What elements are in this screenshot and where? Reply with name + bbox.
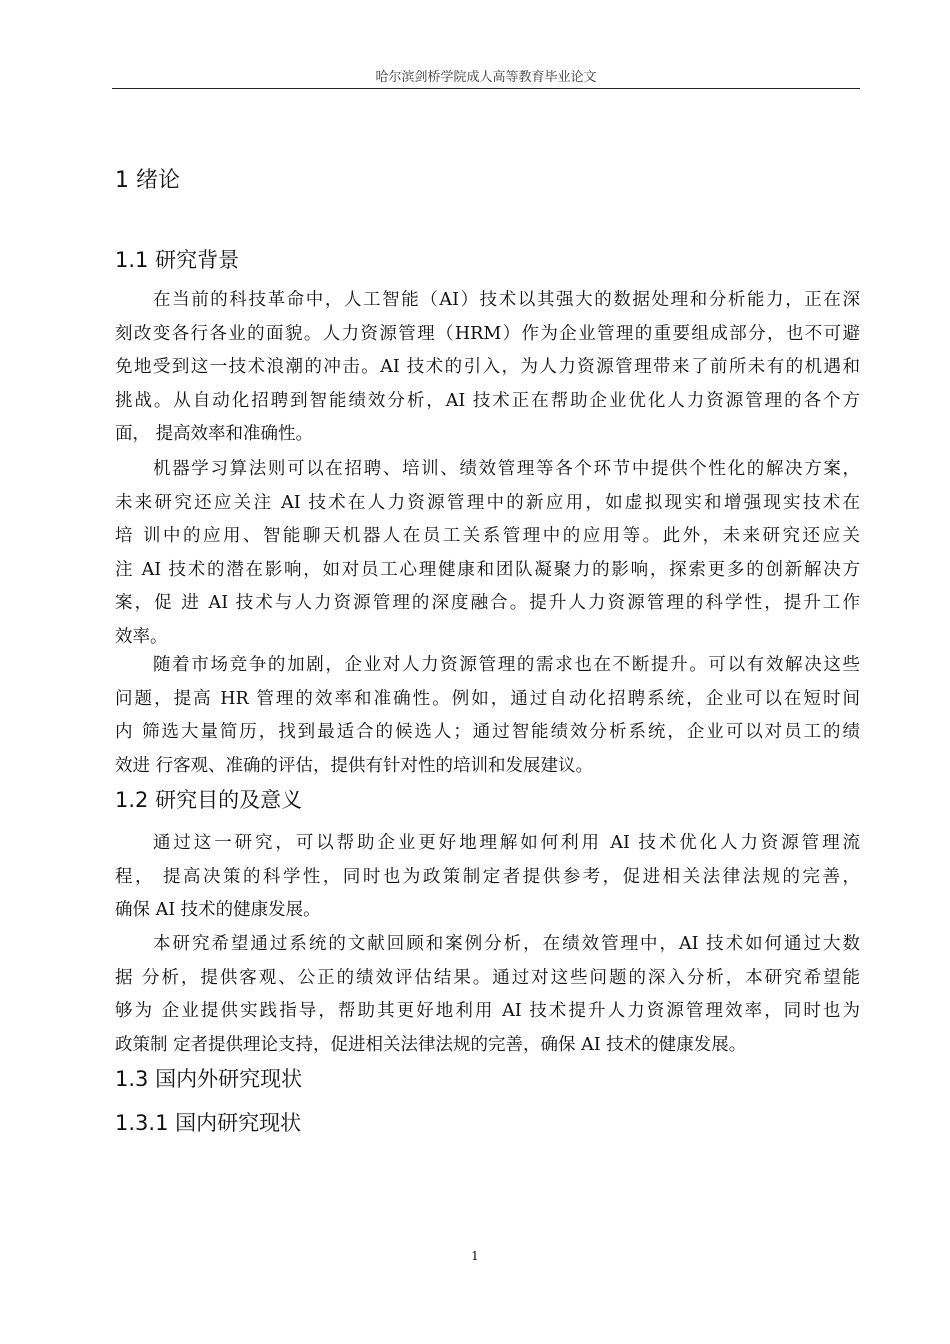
paragraph-line: 机器学习算法则可以在招聘、培训、绩效管理等各个环节中提供个性化的解决方案， [153,459,860,479]
paragraph [115,649,860,783]
paragraph-line: 通过这一研究，可以帮助企业更好地理解如何利用 AI 技术优化人力资源管理流 [153,833,860,853]
chapter-heading: 1 绪论 [115,168,180,193]
running-header: 哈尔滨剑桥学院成人高等教育毕业论文 [375,70,597,85]
section-heading: 1.1 研究背景 [115,248,240,272]
header-divider [112,88,860,89]
paragraph-line: 内 筛选大量简历，找到最适合的候选人；通过智能绩效分析系统，企业可以对员工的绩 [115,722,860,742]
paragraph-line: 问题，提高 HR 管理的效率和准确性。例如，通过自动化招聘系统，企业可以在短时间 [115,688,860,709]
paragraph-line: 挑战。从自动化招聘到智能绩效分析，AI 技术正在帮助企业优化人力资源管理的各个方 [115,390,860,411]
paragraph-line: 刻改变各行各业的面貌。人力资源管理（HRM）作为企业管理的重要组成部分，也不可避 [115,323,860,344]
paragraph-line: 未来研究还应关注 AI 技术在人力资源管理中的新应用，如虚拟现实和增强现实技术在 [115,492,860,513]
paragraph-line: 在当前的科技革命中，人工智能（AI）技术以其强大的数据处理和分析能力，正在深 [153,290,860,310]
page-number: 1 [471,1249,479,1263]
paragraph-line: 面， 提高效率和准确性。 [115,424,314,444]
section-heading: 1.3 国内外研究现状 [115,1067,303,1091]
paragraph [115,827,860,928]
paragraph-line: 免地受到这一技术浪潮的冲击。AI 技术的引入，为人力资源管理带来了前所未有的机遇和 [115,357,860,377]
paragraph-line: 效进 行客观、准确的评估，提供有针对性的培训和发展建议。 [115,755,594,776]
paragraph-line: 案，促 进 AI 技术与人力资源管理的深度融合。提升人力资源管理的科学性，提升工作 [115,593,860,613]
paragraph-line: 确保 AI 技术的健康发展。 [115,900,321,920]
paragraph-line: 够为 企业提供实践指导，帮助其更好地利用 AI 技术提升人力资源管理效率，同时也为 [115,1001,860,1021]
paragraph-line: 培 训中的应用、智能聊天机器人在员工关系管理中的应用等。此外，未来研究还应关 [115,526,860,546]
section-heading: 1.2 研究目的及意义 [115,788,303,812]
paragraph-line: 效率。 [115,626,168,647]
paragraph-line: 本研究希望通过系统的文献回顾和案例分析，在绩效管理中，AI 技术如何通过大数 [153,934,860,954]
paragraph-line: 随着市场竞争的加剧，企业对人力资源管理的需求也在不断提升。可以有效解决这些 [153,655,860,675]
paragraph [115,928,860,1062]
paragraph [115,284,860,452]
paragraph-line: 注 AI 技术的潜在影响，如对员工心理健康和团队凝聚力的影响，探索更多的创新解决方 [115,559,860,580]
paragraph [115,453,860,654]
paragraph-line: 政策制 定者提供理论支持，促进相关法律法规的完善，确保 AI 技术的健康发展。 [115,1034,747,1055]
section-heading: 1.3.1 国内研究现状 [115,1111,302,1135]
paragraph-line: 据 分析，提供客观、公正的绩效评估结果。通过对这些问题的深入分析，本研究希望能 [115,967,860,988]
paragraph-line: 程， 提高决策的科学性，同时也为政策制定者提供参考，促进相关法律法规的完善， [115,866,860,887]
